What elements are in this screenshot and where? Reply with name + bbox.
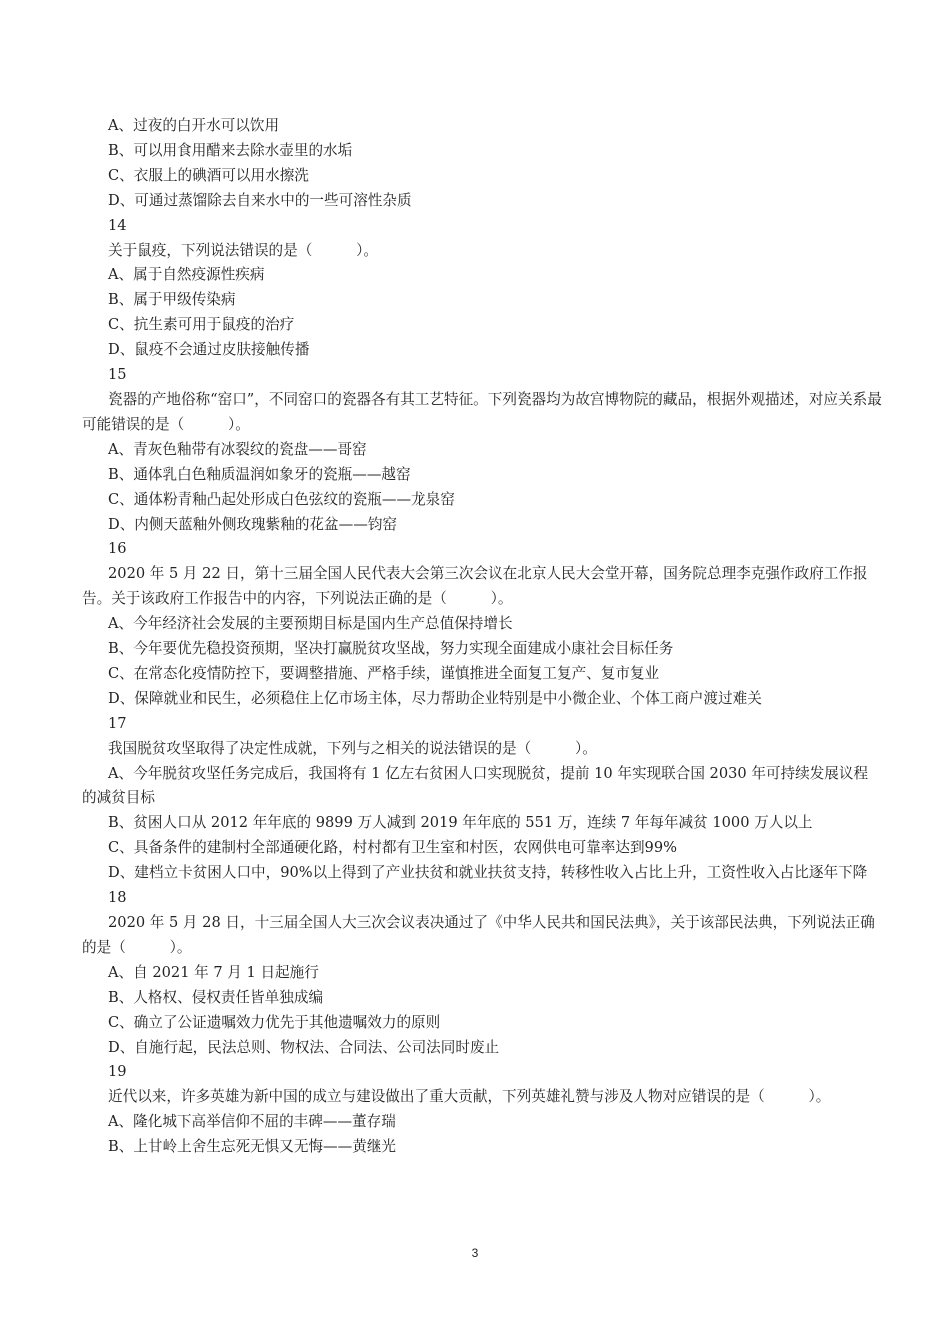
q17-number: 17 (108, 714, 127, 732)
q13-option-d: D、可通过蒸馏除去自来水中的一些可溶性杂质 (108, 191, 412, 209)
q16-option-d: D、保障就业和民生，必须稳住上亿市场主体，尽力帮助企业特别是中小微企业、个体工商户渡过难关 (108, 689, 762, 707)
q14-option-b: B、属于甲级传染病 (108, 291, 236, 309)
q19-option-a: A、隆化城下高举信仰不屈的丰碑——董存瑞 (108, 1113, 396, 1131)
q16-option-a: A、今年经济社会发展的主要预期目标是国内生产总值保持增长 (108, 615, 513, 633)
q14-option-d: D、鼠疫不会通过皮肤接触传播 (108, 341, 310, 359)
q16-option-b: B、今年要优先稳投资预期，坚决打赢脱贫攻坚战，努力实现全面建成小康社会目标任务 (108, 640, 674, 658)
q15-option-c: C、通体粉青釉凸起处形成白色弦纹的瓷瓶——龙泉窑 (108, 490, 455, 508)
q13-option-b: B、可以用食用醋来去除水壶里的水垢 (108, 141, 353, 159)
q18-option-b: B、人格权、侵权责任皆单独成编 (108, 988, 324, 1006)
q16-number: 16 (108, 540, 127, 558)
q14-number: 14 (108, 216, 127, 234)
q13-option-c: C、衣服上的碘酒可以用水擦洗 (108, 166, 309, 184)
q19-option-b: B、上甘岭上舍生忘死无惧又无悔——黄继光 (108, 1138, 397, 1156)
q18-stem: 2020 年 5 月 28 日，十三届全国人大三次会议表决通过了《中华人民共和国民法典》，关于该部民法典，下列说法正确的是（ ）。 (82, 914, 875, 956)
q19-number: 19 (108, 1063, 127, 1081)
q15-option-b: B、通体乳白色釉质温润如象牙的瓷瓶——越窑 (108, 465, 411, 483)
q18-number: 18 (108, 889, 127, 907)
q17-option-b: B、贫困人口从 2012 年年底的 9899 万人减到 2019 年年底的 551 万，连续 7 年每年减贫 1000 万人以上 (108, 814, 813, 832)
q18-option-c: C、确立了公证遗嘱效力优先于其他遗嘱效力的原则 (108, 1013, 441, 1031)
q14-stem: 关于鼠疫，下列说法错误的是（ ）。 (108, 241, 378, 259)
q14-option-a: A、属于自然疫源性疾病 (108, 266, 265, 284)
q15-option-d: D、内侧天蓝釉外侧玫瑰紫釉的花盆——钧窑 (108, 515, 397, 533)
q17-stem: 我国脱贫攻坚取得了决定性成就，下列与之相关的说法错误的是（ ）。 (108, 739, 597, 757)
q18-option-d: D、自施行起，民法总则、物权法、合同法、公司法同时废止 (108, 1038, 500, 1056)
q18-option-a: A、自 2021 年 7 月 1 日起施行 (108, 963, 319, 981)
q13-option-a: A、过夜的白开水可以饮用 (108, 117, 280, 134)
q17-option-a: A、今年脱贫攻坚任务完成后，我国将有 1 亿左右贫困人口实现脱贫，提前 10 年实现联合国 2030 年可持续发展议程的减贫目标 (82, 764, 869, 807)
page-number: 3 (471, 1246, 479, 1260)
q16-stem: 2020 年 5 月 22 日，第十三届全国人民代表大会第三次会议在北京人民大会堂开幕，国务院总理李克强作政府工作报告。关于该政府工作报告中的内容，下列说法正确的是（ ）。 (82, 565, 868, 608)
q17-option-c: C、具备条件的建制村全部通硬化路，村村都有卫生室和村医，农网供电可靠率达到99% (108, 839, 677, 857)
page-body (82, 114, 882, 1160)
q16-option-c: C、在常态化疫情防控下，要调整措施、严格手续，谨慎推进全面复工复产、复市复业 (108, 664, 660, 682)
q15-number: 15 (108, 366, 127, 384)
q17-option-d: D、建档立卡贫困人口中，90%以上得到了产业扶贫和就业扶贫支持，转移性收入占比上升，工资性收入占比逐年下降 (108, 864, 868, 882)
q15-option-a: A、青灰色釉带有冰裂纹的瓷盘——哥窑 (108, 440, 367, 458)
q14-option-c: C、抗生素可用于鼠疫的治疗 (108, 316, 295, 334)
q19-stem: 近代以来，许多英雄为新中国的成立与建设做出了重大贡献，下列英雄礼赞与涉及人物对应错误的是（ ）。 (108, 1088, 831, 1106)
q15-stem: 瓷器的产地俗称“窑口”，不同窑口的瓷器各有其工艺特征。下列瓷器均为故宫博物院的藏品，根据外观描述，对应关系最可能错误的是（ ）。 (82, 390, 882, 433)
